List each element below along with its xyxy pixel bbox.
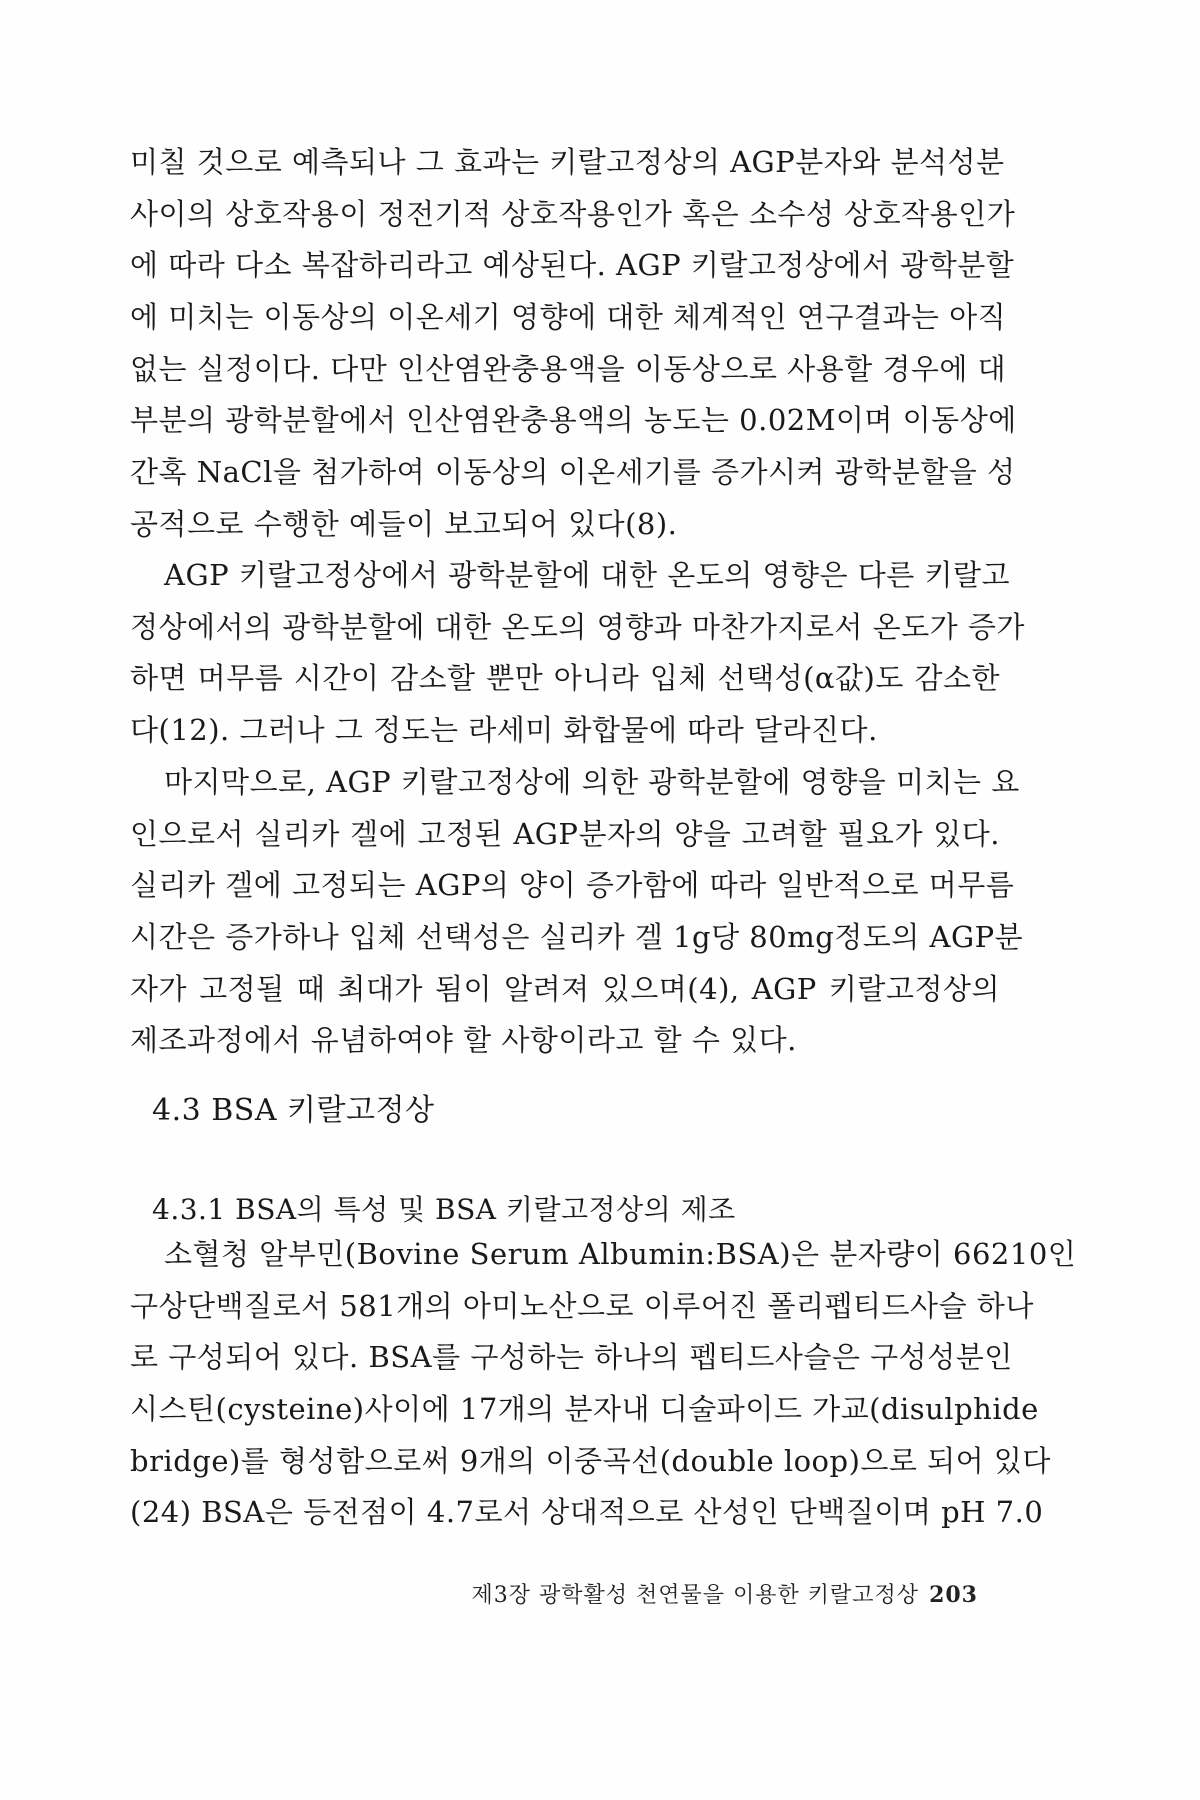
text-line: 에 미치는 이동상의 이온세기 영향에 대한 체계적인 연구결과는 아직 bbox=[130, 300, 1007, 335]
paragraph-2 bbox=[130, 550, 1025, 757]
text-line: 에 따라 다소 복잡하리라고 예상된다. AGP 키랄고정상에서 광학분할 bbox=[130, 248, 1015, 283]
text-line: 없는 실정이다. 다만 인산염완충용액을 이동상으로 사용할 경우에 대 bbox=[130, 351, 1007, 386]
text-line: 시간은 증가하나 입체 선택성은 실리카 겔 1g당 80mg정도의 AGP분 bbox=[130, 920, 1024, 955]
text-line: 하면 머무름 시간이 감소할 뿐만 아니라 입체 선택성(α값)도 감소한 bbox=[130, 661, 1000, 696]
section-heading: 4.3 BSA 키랄고정상 bbox=[152, 1093, 435, 1128]
paragraph-4 bbox=[130, 1229, 1077, 1539]
page-number: 203 bbox=[929, 1582, 978, 1608]
text-line: 공적으로 수행한 예들이 보고되어 있다(8). bbox=[130, 506, 678, 541]
text-line: 간혹 NaCl을 첨가하여 이동상의 이온세기를 증가시켜 광학분할을 성 bbox=[130, 455, 1016, 490]
text-line: 구상단백질로서 581개의 아미노산으로 이루어진 폴리펩티드사슬 하나 bbox=[130, 1288, 1034, 1323]
text-line: 마지막으로, AGP 키랄고정상에 의한 광학분할에 영향을 미치는 요 bbox=[164, 765, 1020, 799]
text-line: AGP 키랄고정상에서 광학분할에 대한 온도의 영향은 다른 키랄고 bbox=[164, 558, 1011, 592]
paragraph-3 bbox=[130, 757, 1024, 1067]
text-line: 인으로서 실리카 겔에 고정된 AGP분자의 양을 고려할 필요가 있다. bbox=[130, 816, 1000, 851]
page-footer bbox=[472, 1578, 978, 1609]
text-line: 다(12). 그러나 그 정도는 라세미 화합물에 따라 달라진다. bbox=[130, 713, 878, 748]
text-line: 사이의 상호작용이 정전기적 상호작용인가 혹은 소수성 상호작용인가 bbox=[130, 196, 1016, 231]
text-line: 시스틴(cysteine)사이에 17개의 분자내 디술파이드 가교(disulphide bbox=[130, 1392, 1039, 1427]
text-line: 로 구성되어 있다. BSA를 구성하는 하나의 펩티드사슬은 구성성분인 bbox=[130, 1340, 1013, 1375]
text-line: 미칠 것으로 예측되나 그 효과는 키랄고정상의 AGP분자와 분석성분 bbox=[130, 145, 1005, 179]
text-line: 자가 고정될 때 최대가 됨이 알려져 있으며(4), AGP 키랄고정상의 bbox=[130, 971, 1000, 1006]
text-line: 부분의 광학분할에서 인산염완충용액의 농도는 0.02M이며 이동상에 bbox=[130, 403, 1017, 438]
paragraph-1 bbox=[130, 137, 1017, 551]
subsection-heading: 4.3.1 BSA의 특성 및 BSA 키랄고정상의 제조 bbox=[152, 1193, 736, 1226]
text-line: 제조과정에서 유념하여야 할 사항이라고 할 수 있다. bbox=[130, 1023, 797, 1058]
text-line: bridge)를 형성함으로써 9개의 이중곡선(double loop)으로 되어 있다 bbox=[130, 1443, 1051, 1478]
chapter-title: 제3장 광학활성 천연물을 이용한 키랄고정상 bbox=[471, 1583, 920, 1608]
text-line: 정상에서의 광학분할에 대한 온도의 영향과 마찬가지로서 온도가 증가 bbox=[130, 609, 1025, 644]
text-line: 소혈청 알부민(Bovine Serum Albumin:BSA)은 분자량이 66210인 bbox=[164, 1237, 1077, 1271]
text-line: (24) BSA은 등전점이 4.7로서 상대적으로 산성인 단백질이며 pH 7.0 bbox=[130, 1495, 1044, 1530]
text-line: 실리카 겔에 고정되는 AGP의 양이 증가함에 따라 일반적으로 머무름 bbox=[130, 868, 1015, 903]
